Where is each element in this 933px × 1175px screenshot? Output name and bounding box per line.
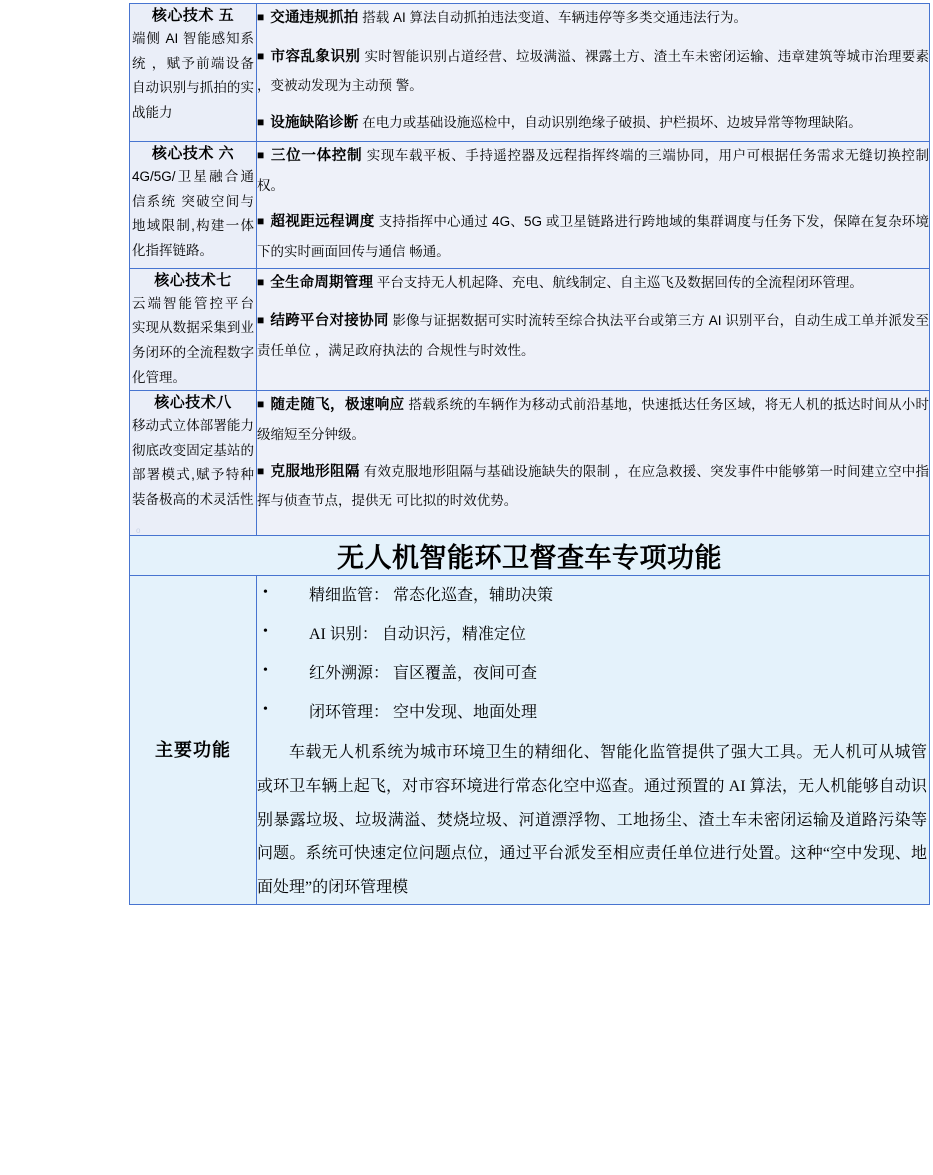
feature-item [257, 269, 929, 299]
list-item [257, 693, 929, 732]
feature-item [257, 458, 929, 515]
section-banner-cell [130, 535, 930, 575]
feature-text: 实现车载平板、手持遥控器及远程指挥终端的三端协同，用户可根据任务需求无缝切换控制权。 [257, 147, 930, 193]
list-item [257, 615, 929, 654]
row-label-title: 核心技术 六 [151, 144, 235, 162]
bullet-dot-icon: • [263, 662, 268, 678]
feature-text: 平台支持无人机起降、充电、航线制定、自主巡飞及数据回传的全流程闭环管理。 [376, 274, 863, 290]
square-bullet-icon: ■ [257, 10, 265, 24]
feature-text: 影像与证据数据可实时流转至综合执法平台或第三方 AI 识别平台，自动生成工单并派发至责任单位 ，满足政府执法的 合规性与时效性。 [257, 313, 929, 359]
table-row [130, 268, 930, 391]
feature-item [257, 208, 929, 265]
bullet-dot-icon: • [263, 584, 268, 600]
feature-term: 三位一体控制 [270, 147, 363, 164]
row-label-cell-core-tech-7 [130, 268, 257, 391]
bullet-dot-icon: • [263, 623, 268, 639]
main-functions-list [257, 576, 929, 733]
list-item-label: 精细监管： 常态化巡查，辅助决策 [309, 586, 554, 604]
row-body-cell-core-tech-6 [257, 141, 930, 268]
square-bullet-icon: ■ [257, 214, 265, 229]
row-body-cell-core-tech-5 [257, 4, 930, 142]
feature-item [257, 109, 929, 139]
row-label-desc: 4G/5G/卫星融合通信系统 突破空间与地域限制,构建一体化指挥链路。 [132, 169, 254, 258]
row-label-cell-core-tech-8 [130, 391, 257, 536]
feature-term: 结跨平台对接协同 [270, 313, 389, 330]
list-item-label: 红外溯源： 盲区覆盖，夜间可查 [309, 664, 538, 682]
features-table [129, 3, 930, 905]
square-bullet-icon: ■ [257, 397, 265, 412]
section-banner-title: 无人机智能环卫督查车专项功能 [337, 542, 722, 573]
feature-item [257, 43, 929, 100]
feature-term: 克服地形阻隔 [270, 463, 360, 480]
row-label-cell-core-tech-6 [130, 141, 257, 268]
row-label-title: 核心技术八 [154, 394, 232, 412]
square-bullet-icon: ■ [257, 274, 265, 289]
list-item [257, 654, 929, 693]
row-label-desc: 端侧 AI 智能感知系统 ，赋予前端设备自动识别与抓拍的实战能力 [132, 31, 254, 120]
feature-term: 全生命周期管理 [270, 274, 374, 291]
feature-text: 在电力或基础设施巡检中，自动识别绝缘子破损、护栏损坏、边坡异常等物理缺陷。 [362, 115, 862, 131]
main-functions-label-cell [130, 575, 257, 905]
row-label-desc: 云端智能管控平台 实现从数据采集到业务闭环的全流程数字化管理。 [132, 295, 254, 385]
table-row-main-functions [130, 575, 930, 905]
row-label-title: 核心技术 五 [151, 7, 235, 24]
table-row [130, 4, 930, 142]
row-label-desc: 移动式立体部署能力 彻底改变固定基站的部署模式,赋予特种装备极高的术灵活性 [132, 418, 254, 508]
feature-term: 设施缺陷诊断 [270, 115, 359, 132]
feature-term: 市容乱象识别 [270, 48, 361, 65]
feature-text: 支持指挥中心通过 4G、5G 或卫星链路进行跨地域的集群调度与任务下发，保障在复杂环境下的实时画面回传与通信 畅通。 [257, 214, 929, 259]
list-item-label: 闭环管理： 空中发现、地面处理 [309, 704, 538, 722]
row-body-cell-core-tech-7 [257, 268, 930, 391]
main-functions-body-cell [257, 575, 930, 905]
feature-text: 搭载 AI 算法自动抓拍违法变道、车辆违停等多类交通违法行为。 [362, 10, 747, 25]
table-row [130, 141, 930, 268]
feature-term: 随走随飞，极速响应 [270, 397, 405, 414]
feature-term: 超视距远程调度 [270, 214, 375, 231]
list-item [257, 576, 929, 615]
feature-text: 实时智能识别占道经营、垃圾满溢、裸露土方、渣土车未密闭运输、违章建筑等城市治理要素 ，变被动发现为主动预 警。 [257, 48, 930, 94]
row-label-cell-core-tech-5 [130, 4, 257, 142]
main-functions-label: 主要功能 [155, 739, 231, 760]
row-label-title: 核心技术七 [154, 271, 232, 289]
feature-term: 交通违规抓拍 [270, 10, 359, 26]
feature-text: 有效克服地形阻隔与基础设施缺失的限制 ，在应急救援、突发事件中能够第一时间建立空中指挥与侦查节点，提供无 可比拟的时效优势。 [257, 463, 930, 509]
square-bullet-icon: ■ [257, 313, 265, 328]
table-row [130, 391, 930, 536]
bullet-dot-icon: • [263, 702, 268, 718]
feature-item [257, 142, 929, 199]
feature-item [257, 4, 929, 34]
table-row-banner [130, 535, 930, 575]
feature-text: 搭载系统的车辆作为移动式前沿基地，快速抵达任务区域，将无人机的抵达时间从小时级缩短至分钟级。 [257, 397, 929, 442]
square-bullet-icon: ■ [257, 115, 265, 130]
list-item-label: AI 识别： 自动识污，精准定位 [309, 625, 526, 643]
feature-item [257, 391, 929, 448]
main-functions-paragraph: 车载无人机系统为城市环境卫生的精细化、智能化监管提供了强大工具。无人机可从城管或环卫车辆上起飞，对市容环境进行常态化空中巡查。通过预置的 AI 算法，无人机能够自动识别暴露垃圾、垃圾满溢、焚烧垃圾、河道漂浮物、工地扬尘、渣土车未密闭运输及道路污染等问题。系统可快速定位问题点位，通过平台派发至相应责任单位进行处置。这种“空中发现、地面处理”的闭环管理模 [257, 744, 927, 896]
faint-artifact-mark: o [136, 525, 141, 535]
square-bullet-icon: ■ [257, 48, 265, 63]
row-body-cell-core-tech-8 [257, 391, 930, 536]
square-bullet-icon: ■ [257, 147, 265, 162]
feature-item [257, 307, 929, 364]
square-bullet-icon: ■ [257, 463, 265, 478]
